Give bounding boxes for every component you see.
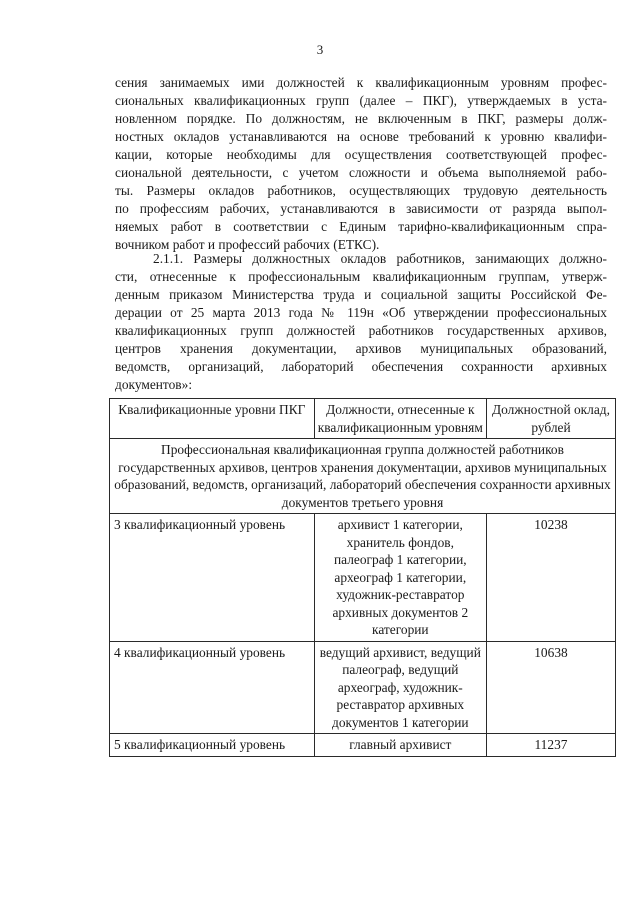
text-line: по профессиям рабочих, устанавливаются в зависимости от разряда выпол- [115,201,607,216]
level-cell: 3 квалификационный уровень [110,514,315,642]
text-line: няемых работ в соответствии с Единым тарифно-квалификационным спра- [115,219,607,234]
text-line: ты. Размеры окладов работников, осуществляющих трудовую деятельность [115,183,607,198]
salary-table [109,398,616,757]
header-salary: Должностной оклад, рублей [486,399,615,439]
table-header-row [110,399,616,439]
text-line: новленном порядке. По должностям, не включенным в ПКГ, размеры долж- [115,111,607,126]
table-group-row [110,439,616,514]
table-row [110,641,616,734]
paragraph-1 [115,74,607,254]
salary-cell: 10238 [486,514,615,642]
header-positions: Должности, отнесенные к квалификационным уровням [314,399,486,439]
text-line: ностных окладов устанавливаются на основе требований к уровню квалифи- [115,129,607,144]
level-cell: 5 квалификационный уровень [110,734,315,757]
table-row [110,734,616,757]
salary-cell: 11237 [486,734,615,757]
level-cell: 4 квалификационный уровень [110,641,315,734]
text-line: квалификационных групп должностей работников государственных архивов, [115,323,607,338]
text-line: ведомств, организаций, лабораторий обеспечения сохранности архивных [115,359,607,374]
text-line: вочником работ и профессий рабочих (ЕТКС). [115,237,380,252]
positions-cell: архивист 1 категории, хранитель фондов, палеограф 1 категории, археограф 1 категории, художник-реставратор архивных документов 2 категории [314,514,486,642]
text-line: денным приказом Министерства труда и социальной защиты Российской Фе- [115,287,607,302]
positions-cell: ведущий архивист, ведущий палеограф, ведущий археограф, художник-реставратор архивных документов 1 категории [314,641,486,734]
text-line: кации, которые необходимы для осуществления соответствующей профес- [115,147,607,162]
header-levels: Квалификационные уровни ПКГ [110,399,315,439]
salary-cell: 10638 [486,641,615,734]
text-line: сения занимаемых ими должностей к квалификационным уровням профес- [115,75,607,90]
positions-cell: главный архивист [314,734,486,757]
text-line: сиональных квалификационных групп (далее – ПКГ), утверждаемых в уста- [115,93,607,108]
page-number: 3 [316,42,324,57]
text-line: сти, отнесенные к профессиональным квалификационным группам, утверж- [115,269,607,284]
text-line: сиональной деятельности, с учетом сложности и объема выполняемой рабо- [115,165,607,180]
group-title: Профессиональная квалификационная группа должностей работников государственных архивов, центров хранения документации, архивов муниципальных образований, ведомств, организаций, лабораторий обеспечения сохранности архивных документов третьего уровня [110,439,616,514]
text-line: документов»: [115,377,193,392]
table-row [110,514,616,642]
text-line: центров хранения документации, архивов муниципальных образований, [115,341,607,356]
paragraph-2 [115,250,607,394]
text-line: 2.1.1. Размеры должностных окладов работников, занимающих должно- [153,251,607,266]
text-line: дерации от 25 марта 2013 года № 119н «Об утверждении профессиональных [115,305,607,320]
